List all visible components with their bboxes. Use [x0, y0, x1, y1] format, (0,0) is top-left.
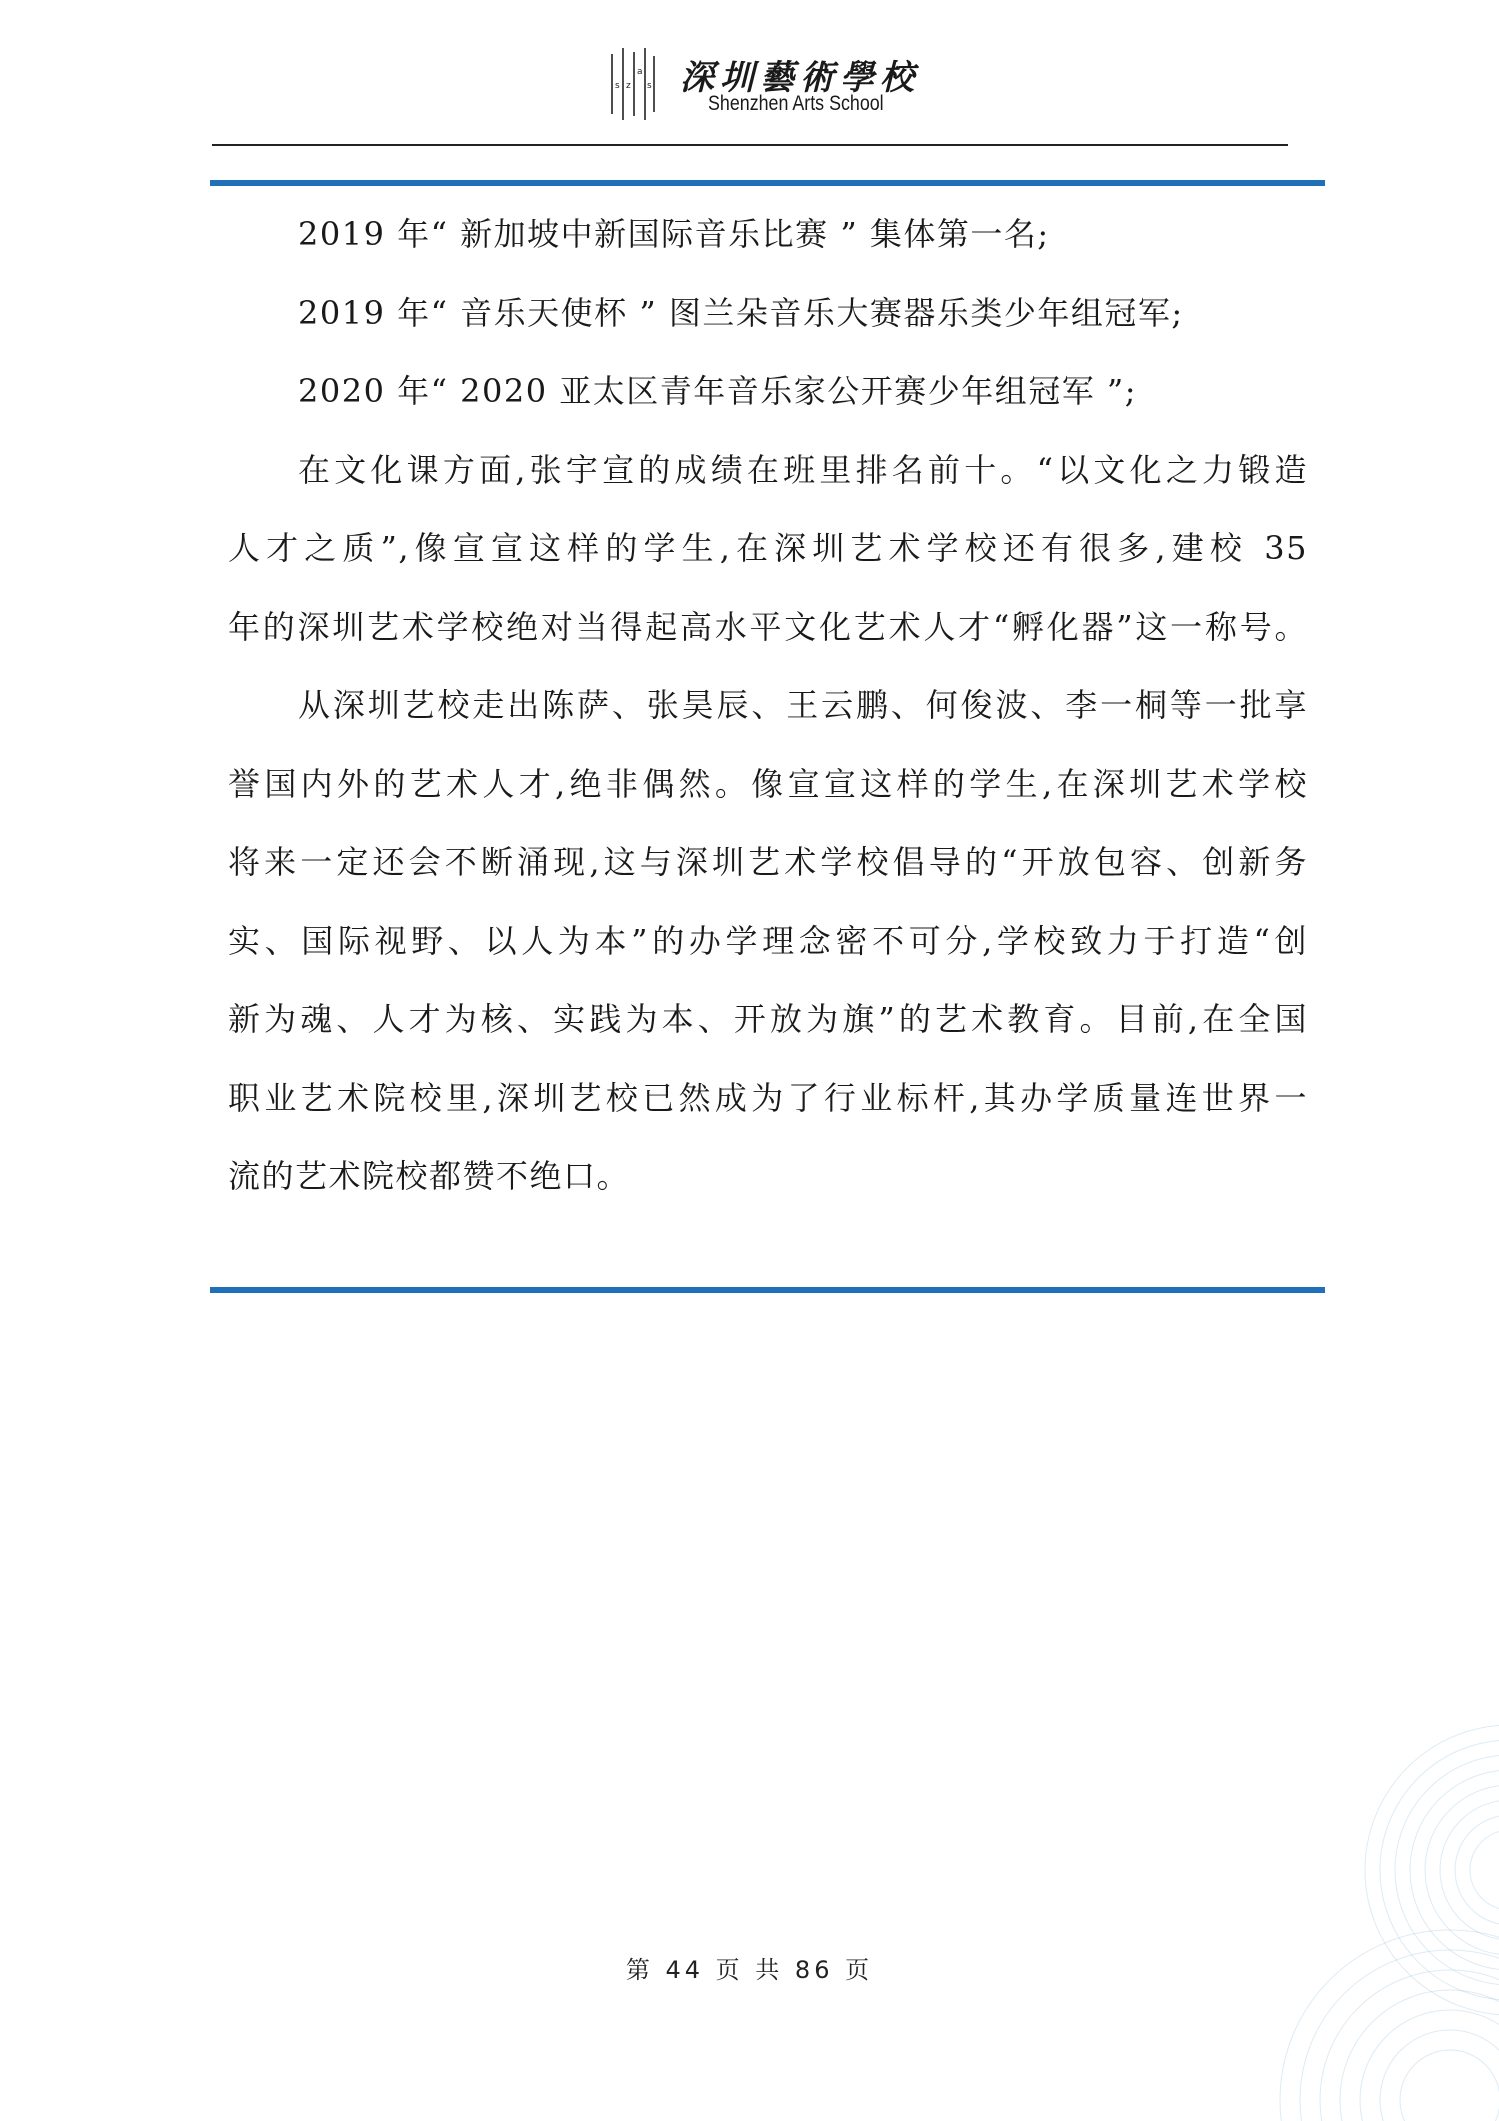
paragraph-line: 人才之质”,像宣宣这样的学生,在深圳艺术学校还有很多,建校 35 [228, 529, 1308, 567]
content-bottom-rule [210, 1287, 1325, 1293]
document-body [228, 195, 1308, 1216]
paragraph-line: 誉国内外的艺术人才,绝非偶然。像宣宣这样的学生,在深圳艺术学校 [228, 764, 1308, 803]
award-line-2: 2019 年“ 音乐天使杯 ” 图兰朵音乐大赛器乐类少年组冠军; [298, 293, 1184, 332]
svg-text:z: z [626, 81, 631, 91]
paragraph-line: 流的艺术院校都赞不绝口。 [228, 1157, 631, 1195]
header-divider [212, 144, 1288, 146]
award-line-3: 2020 年“ 2020 亚太区青年音乐家公开赛少年组冠军 ”; [298, 372, 1138, 410]
paragraph-line: 将来一定还会不断涌现,这与深圳艺术学校倡导的“开放包容、创新务 [228, 843, 1308, 881]
award-line-1: 2019 年“ 新加坡中新国际音乐比赛 ” 集体第一名; [298, 215, 1050, 253]
paragraph-line: 从深圳艺校走出陈萨、张昊辰、王云鹏、何俊波、李一桐等一批享 [298, 686, 1308, 724]
svg-text:s: s [615, 81, 620, 91]
svg-text:s: s [647, 81, 652, 91]
decorative-circles-icon [1250, 1680, 1499, 2121]
school-name-chinese: 深圳藝術學校 [680, 58, 920, 98]
paragraph-line: 新为魂、人才为核、实践为本、开放为旗”的艺术教育。目前,在全国 [228, 1000, 1308, 1038]
svg-text:a: a [637, 67, 643, 77]
content-top-rule [210, 180, 1325, 186]
paragraph-line: 年的深圳艺术学校绝对当得起高水平文化艺术人才“孵化器”这一称号。 [228, 607, 1308, 646]
page-number: 第 44 页 共 86 页 [625, 1956, 874, 1984]
szas-logo-icon [608, 48, 656, 120]
paragraph-line: 实、国际视野、以人为本”的办学理念密不可分,学校致力于打造“创 [228, 921, 1308, 960]
paragraph-line: 在文化课方面,张宇宣的成绩在班里排名前十。“以文化之力锻造 [298, 450, 1308, 489]
paragraph-line: 职业艺术院校里,深圳艺校已然成为了行业标杆,其办学质量连世界一 [228, 1078, 1308, 1117]
school-logo [608, 48, 920, 128]
school-name-english: Shenzhen Arts School [708, 92, 884, 115]
